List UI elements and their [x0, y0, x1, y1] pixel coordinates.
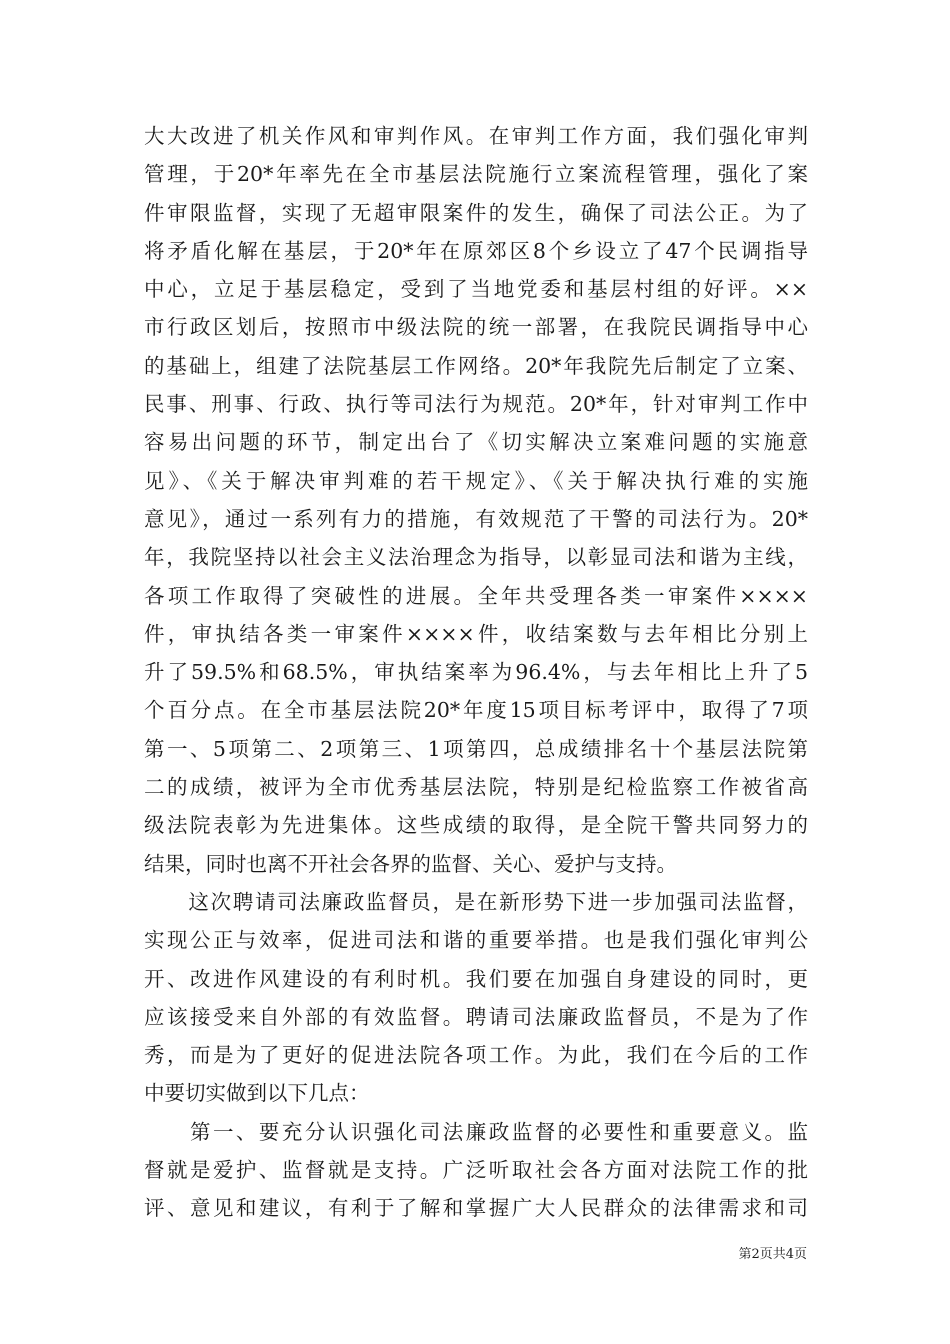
paragraph-end-line: 结果，同时也离不开社会各界的监督、关心、爱护与支持。 — [144, 851, 677, 876]
text-line: 应该接受来自外部的有效监督。聘请司法廉政监督员，不是为了作 — [144, 1004, 808, 1029]
text-line: 民事、刑事、行政、执行等司法行为规范。20*年，针对审判工作中 — [144, 392, 808, 417]
text-line: 升了59.5%和68.5%，审执结案率为96.4%，与去年相比上升了5 — [144, 660, 808, 685]
text-line: 管理，于20*年率先在全市基层法院施行立案流程管理，强化了案 — [144, 162, 808, 187]
text-line: 市行政区划后，按照市中级法院的统一部署，在我院民调指导中心 — [144, 315, 808, 340]
paragraph-start-line: 第一、要充分认识强化司法廉政监督的必要性和重要意义。监 — [144, 1119, 808, 1144]
text-line: 第一、5项第二、2项第三、1项第四，总成绩排名十个基层法院第 — [144, 736, 808, 761]
text-line: 秀，而是为了更好的促进法院各项工作。为此，我们在今后的工作 — [144, 1043, 808, 1068]
body-text — [144, 117, 808, 1228]
paragraph-start-line: 这次聘请司法廉政监督员，是在新形势下进一步加强司法监督， — [144, 889, 808, 914]
text-line: 的基础上，组建了法院基层工作网络。20*年我院先后制定了立案、 — [144, 353, 808, 378]
text-line: 将矛盾化解在基层，于20*年在原郊区8个乡设立了47个民调指导 — [144, 238, 808, 263]
text-line: 督就是爱护、监督就是支持。广泛听取社会各方面对法院工作的批 — [144, 1158, 808, 1183]
text-line: 见》、《关于解决审判难的若干规定》、《关于解决执行难的实施 — [144, 468, 808, 493]
text-line: 意见》，通过一系列有力的措施，有效规范了干警的司法行为。20* — [144, 506, 808, 531]
text-line: 级法院表彰为先进集体。这些成绩的取得，是全院干警共同努力的 — [144, 813, 808, 838]
text-line: 中心，立足于基层稳定，受到了当地党委和基层村组的好评。×× — [144, 277, 808, 302]
text-line: 各项工作取得了突破性的进展。全年共受理各类一审案件×××× — [144, 583, 808, 608]
text-line: 开、改进作风建设的有利时机。我们要在加强自身建设的同时，更 — [144, 966, 808, 991]
page-number-footer: 第2页共4页 — [738, 1247, 807, 1262]
text-line: 大大改进了机关作风和审判作风。在审判工作方面，我们强化审判 — [144, 124, 808, 148]
text-line: 个百分点。在全市基层法院20*年度15项目标考评中，取得了7项 — [144, 698, 808, 723]
paragraph-end-line: 中要切实做到以下几点： — [144, 1081, 370, 1106]
text-line: 实现公正与效率，促进司法和谐的重要举措。也是我们强化审判公 — [144, 928, 808, 953]
text-line: 年，我院坚持以社会主义法治理念为指导，以彰显司法和谐为主线， — [144, 545, 808, 570]
text-line: 容易出问题的环节，制定出台了《切实解决立案难问题的实施意 — [144, 430, 808, 455]
text-line: 评、意见和建议，有利于了解和掌握广大人民群众的法律需求和司 — [144, 1196, 808, 1221]
text-line: 件审限监督，实现了无超审限案件的发生，确保了司法公正。为了 — [144, 200, 808, 225]
text-line: 二的成绩，被评为全市优秀基层法院，特别是纪检监察工作被省高 — [144, 775, 808, 800]
text-line: 件，审执结各类一审案件××××件，收结案数与去年相比分别上 — [144, 621, 808, 646]
